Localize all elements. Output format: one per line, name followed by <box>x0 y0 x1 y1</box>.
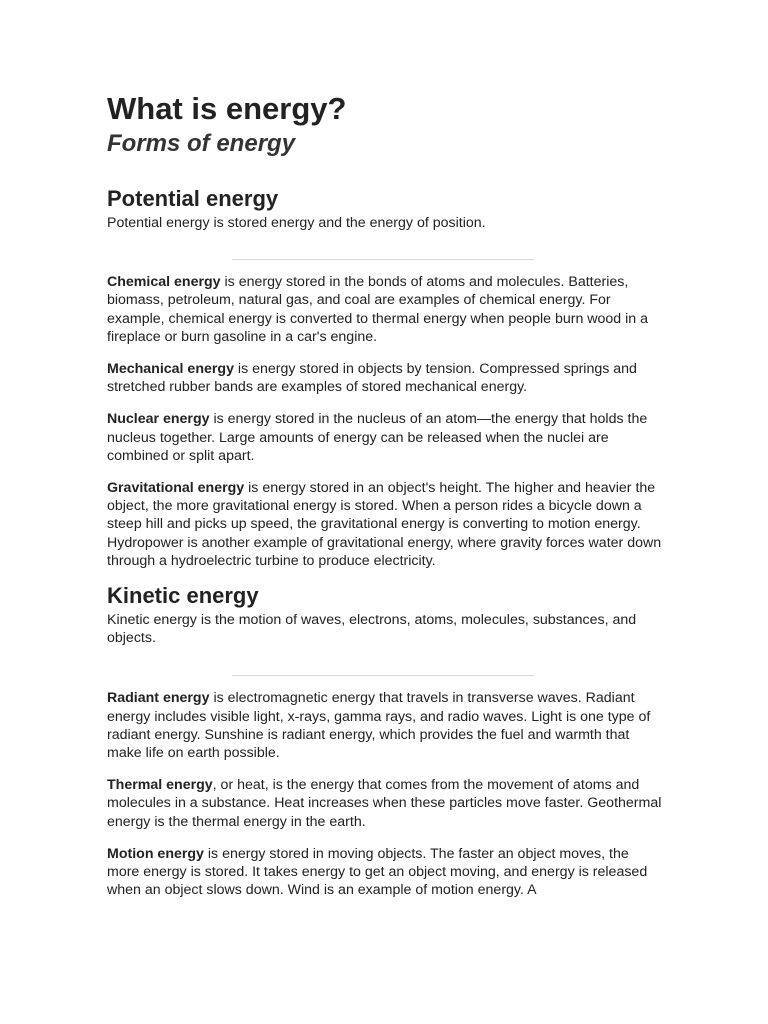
paragraph-text: is energy stored in the nucleus of an atom—the energy that holds the nucleus together. Large amounts of energy can be released when the nuclei are combined or split apart. <box>107 411 648 464</box>
paragraph-radiant-energy <box>107 689 663 762</box>
paragraph-text: is electromagnetic energy that travels in transverse waves. Radiant energy includes visible light, x-rays, gamma rays, and radio waves. Light is one type of radiant energy. Sunshine is radiant energy, which provides the fuel and warmth that make life on earth possible. <box>107 690 651 762</box>
paragraph-thermal-energy <box>107 776 663 831</box>
section-kinetic-energy <box>107 582 663 899</box>
term-label: Nuclear energy <box>107 411 210 428</box>
paragraph-gravitational-energy <box>107 479 663 570</box>
term-label: Gravitational energy <box>107 480 245 497</box>
section-heading: Potential energy <box>107 186 279 211</box>
paragraph-motion-energy <box>107 845 663 900</box>
paragraph-text: is energy stored in the bonds of atoms and molecules. Batteries, biomass, petroleum, natural gas, and coal are examples of chemical energy. For example, chemical energy is converted to thermal energy when people burn wood in a fireplace or burn gasoline in a car's engine. <box>107 274 649 345</box>
paragraph-text: , or heat, is the energy that comes from the movement of atoms and molecules in a substance. Heat increases when these particles move faster. Geothermal energy is the thermal energy in the earth. <box>107 777 662 830</box>
paragraph-text: is energy stored in an object's height. The higher and heavier the object, the more gravitational energy is stored. When a person rides a bicycle down a steep hill and picks up speed, the gravitational energy is converting to motion energy. Hydropower is another example of gravitational energy, where gravity forces water down through a hydroelectric turbine to produce electricity. <box>107 480 662 569</box>
paragraph-chemical-energy <box>107 273 663 346</box>
page-subtitle: Forms of energy <box>107 130 296 157</box>
paragraph-text: is energy stored in moving objects. The faster an object moves, the more energy is stored. It takes energy to get an object moving, and energy is released when an object slows down. Wind is an example of motion energy. A <box>107 845 648 899</box>
section-intro: Kinetic energy is the motion of waves, electrons, atoms, molecules, substances, and objects. <box>107 612 637 647</box>
term-label: Motion energy <box>107 845 204 862</box>
term-label: Radiant energy <box>107 690 210 707</box>
section-divider <box>232 259 534 260</box>
paragraph-mechanical-energy <box>107 360 663 396</box>
paragraph-nuclear-energy <box>107 410 663 465</box>
section-heading: Kinetic energy <box>107 583 259 609</box>
term-label: Mechanical energy <box>107 361 234 378</box>
paragraph-text: is energy stored in objects by tension. Compressed springs and stretched rubber bands are examples of stored mechanical energy. <box>107 361 637 396</box>
document-page <box>107 90 663 899</box>
page-title: What is energy? <box>107 91 347 126</box>
section-divider <box>232 675 534 676</box>
term-label: Thermal energy <box>107 777 213 794</box>
section-intro: Potential energy is stored energy and the energy of position. <box>107 215 486 231</box>
section-potential-energy <box>107 185 663 570</box>
term-label: Chemical energy <box>107 274 221 291</box>
